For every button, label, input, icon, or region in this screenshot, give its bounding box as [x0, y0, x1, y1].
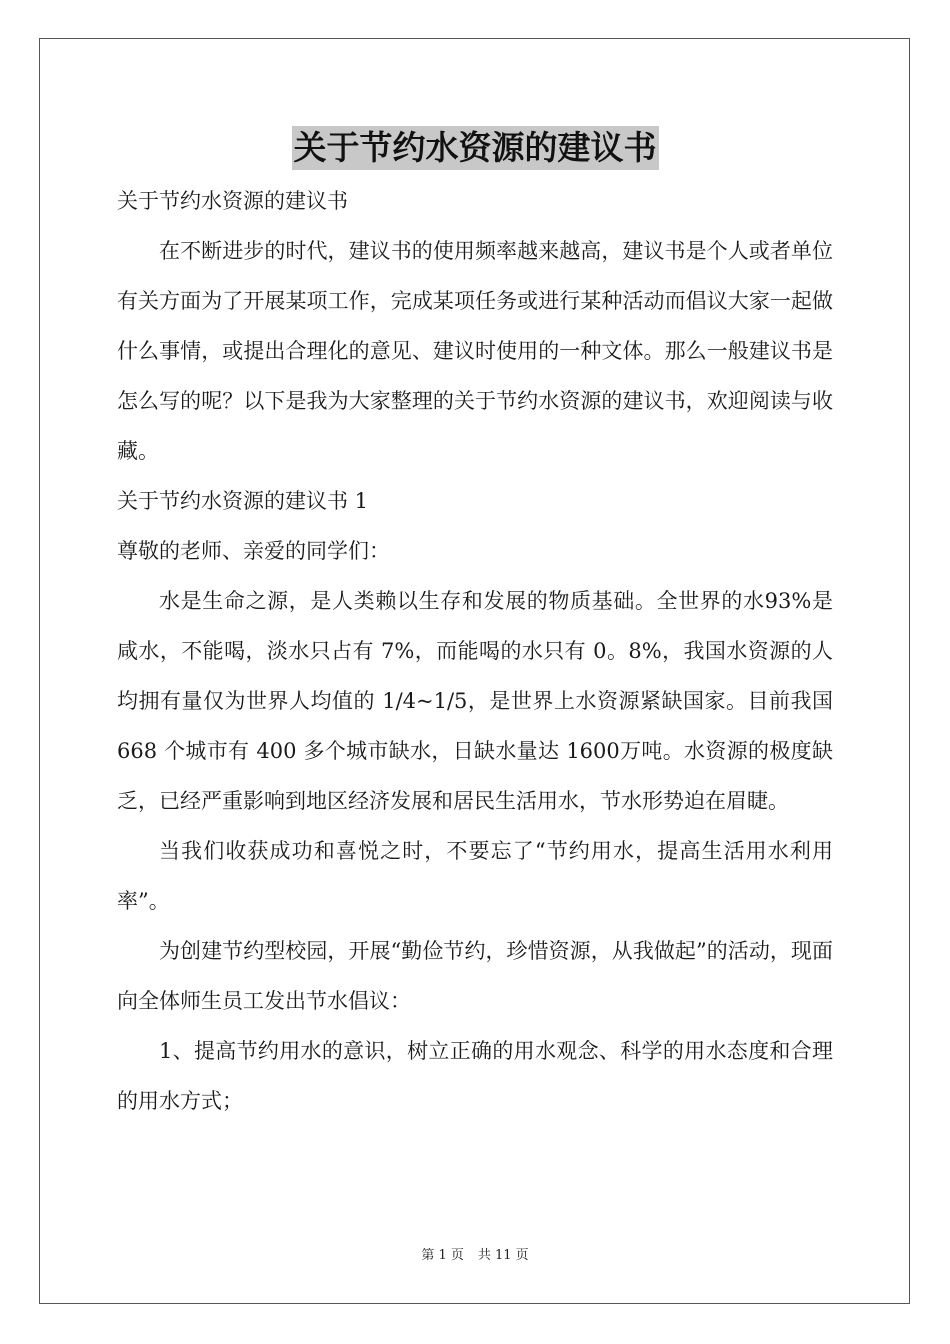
page-total: 共 11 页 [477, 1248, 529, 1263]
paragraph-water-facts: 水是生命之源，是人类赖以生存和发展的物质基础。全世界的水93%是咸水，不能喝，淡水只占有 7%，而能喝的水只有 0。8%，我国水资源的人均拥有量仅为世界人均值的 1/4~1/5，是世界上水资源紧缺国家。目前我国 668 个城市有 400 多个城市缺水，日缺水量达 1600万吨。水资源的极度缺乏，已经严重影响到地区经济发展和居民生活用水，节水形势迫在眉睫。 [117, 589, 833, 813]
paragraph-point-1: 1、提高节约用水的意识，树立正确的用水观念、科学的用水态度和合理的用水方式； [117, 1039, 833, 1113]
page-number: 第 1 页 [421, 1248, 464, 1263]
paragraph-subtitle: 关于节约水资源的建议书 [117, 189, 348, 213]
page-footer [0, 1247, 950, 1265]
paragraph-initiative: 为创建节约型校园，开展“勤俭节约，珍惜资源，从我做起”的活动，现面向全体师生员工发出节水倡议： [117, 939, 833, 1013]
paragraph-intro: 在不断进步的时代，建议书的使用频率越来越高，建议书是个人或者单位有关方面为了开展某项工作，完成某项任务或进行某种活动而倡议大家一起做什么事情，或提出合理化的意见、建议时使用的一种文体。那么一般建议书是怎么写的呢？以下是我为大家整理的关于节约水资源的建议书，欢迎阅读与收藏。 [117, 239, 833, 463]
paragraph-section-heading: 关于节约水资源的建议书 1 [117, 489, 369, 513]
paragraph-reminder: 当我们收获成功和喜悦之时，不要忘了“节约用水，提高生活用水利用率”。 [117, 839, 833, 913]
title-container [0, 126, 950, 170]
paragraph-salutation: 尊敬的老师、亲爱的同学们： [117, 539, 390, 563]
document-title: 关于节约水资源的建议书 [292, 126, 659, 170]
document-body [117, 176, 833, 1126]
